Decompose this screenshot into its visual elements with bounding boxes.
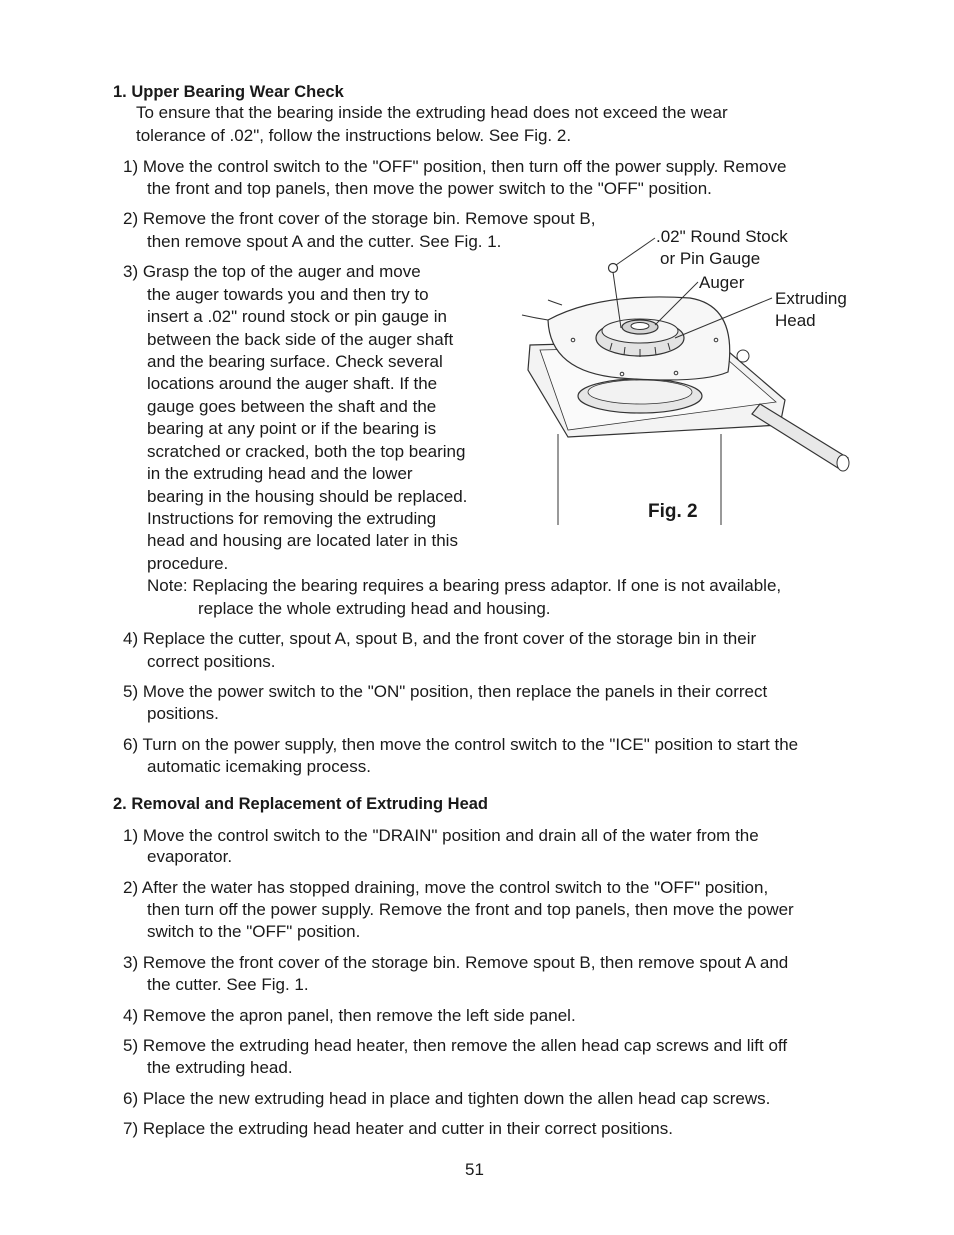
extruding-head-label-line-1: Extruding (775, 289, 847, 308)
s1-step4-line-1: 4) Replace the cutter, spout A, spout B, and the front cover of the storage bin in their (123, 629, 757, 648)
s2-step2-line-1: 2) After the water has stopped draining, move the control switch to the "OFF" position, (123, 878, 769, 897)
s2-step2-line-2: then turn off the power supply. Remove the front and top panels, then move the power (147, 900, 794, 919)
s1-step3-line-8: bearing at any point or if the bearing is (147, 419, 437, 438)
drain-tube-end (837, 455, 849, 471)
s2-step4-line-1: 4) Remove the apron panel, then remove the left side panel. (123, 1006, 576, 1025)
heater-wire (548, 300, 562, 305)
s1-step2-line-2: then remove spout A and the cutter. See Fig. 1. (147, 232, 502, 251)
s1-step3-line-4: between the back side of the auger shaft (147, 330, 454, 349)
s1-step3-line-5: and the bearing surface. Check several (147, 352, 443, 371)
s1-note-line-2: replace the whole extruding head and housing. (198, 599, 551, 618)
mounting-hole (737, 350, 749, 362)
s1-step3-line-6: locations around the auger shaft. If the (147, 374, 438, 393)
heater-wire (522, 315, 548, 320)
s1-step6-line-1: 6) Turn on the power supply, then move the control switch to the "ICE" position to start the (123, 735, 799, 754)
s1-step3-line-14: procedure. (147, 554, 229, 573)
s1-step3-line-9: scratched or cracked, both the top bearing (147, 442, 466, 461)
section-1-heading: 1. Upper Bearing Wear Check (113, 83, 344, 101)
section-2-heading: 2. Removal and Replacement of Extruding Head (113, 795, 489, 813)
gauge-leader-line (616, 238, 655, 265)
section-1-intro-line-1: To ensure that the bearing inside the extruding head does not exceed the wear (136, 103, 728, 122)
drain-tube (752, 404, 848, 468)
s2-step3-line-1: 3) Remove the front cover of the storage bin. Remove spout B, then remove spout A and (123, 953, 789, 972)
s2-step7-line-1: 7) Replace the extruding head heater and cutter in their correct positions. (123, 1119, 673, 1138)
auger-shaft (631, 323, 649, 330)
s2-step5-line-2: the extruding head. (147, 1058, 293, 1077)
housing-rim (588, 380, 692, 404)
page-number: 51 (465, 1160, 484, 1179)
s1-step3-line-2: the auger towards you and then try to (147, 285, 429, 304)
s2-step1-line-2: evaporator. (147, 847, 233, 866)
s1-step2-line-1: 2) Remove the front cover of the storage bin. Remove spout B, (123, 209, 596, 228)
s2-step6-line-1: 6) Place the new extruding head in place and tighten down the allen head cap screws. (123, 1089, 771, 1108)
figure-title: Fig. 2 (648, 501, 698, 522)
s1-step3-line-13: head and housing are located later in this (147, 531, 458, 550)
s1-step3-line-1: 3) Grasp the top of the auger and move (123, 262, 421, 281)
s1-step4-line-2: correct positions. (147, 652, 276, 671)
gauge-label-line-1: .02" Round Stock (656, 227, 788, 246)
s2-step5-line-1: 5) Remove the extruding head heater, then remove the allen head cap screws and lift off (123, 1036, 788, 1055)
extruding-head-label-line-2: Head (775, 311, 816, 330)
s2-step2-line-3: switch to the "OFF" position. (147, 922, 361, 941)
s1-step3-line-11: bearing in the housing should be replaced. (147, 487, 468, 506)
s1-step3-line-10: in the extruding head and the lower (147, 464, 413, 483)
auger-label: Auger (699, 273, 745, 292)
s1-step3-line-3: insert a .02" round stock or pin gauge in (147, 307, 447, 326)
s1-step3-line-12: Instructions for removing the extruding (147, 509, 437, 528)
gauge-label-line-2: or Pin Gauge (660, 249, 761, 268)
s1-step1-line-2: the front and top panels, then move the power switch to the "OFF" position. (147, 179, 712, 198)
s1-step5-line-1: 5) Move the power switch to the "ON" position, then replace the panels in their correct (123, 682, 768, 701)
s1-step5-line-2: positions. (147, 704, 219, 723)
s1-step1-line-1: 1) Move the control switch to the "OFF" position, then turn off the power supply. Remove (123, 157, 787, 176)
s1-step3-line-7: gauge goes between the shaft and the (147, 397, 437, 416)
s2-step1-line-1: 1) Move the control switch to the "DRAIN" position and drain all of the water from the (123, 826, 759, 845)
s2-step3-line-2: the cutter. See Fig. 1. (147, 975, 309, 994)
s1-step6-line-2: automatic icemaking process. (147, 757, 371, 776)
section-1-intro-line-2: tolerance of .02", follow the instructions below. See Fig. 2. (136, 126, 572, 145)
s1-note-line-1: Note: Replacing the bearing requires a bearing press adaptor. If one is not available, (147, 576, 782, 595)
